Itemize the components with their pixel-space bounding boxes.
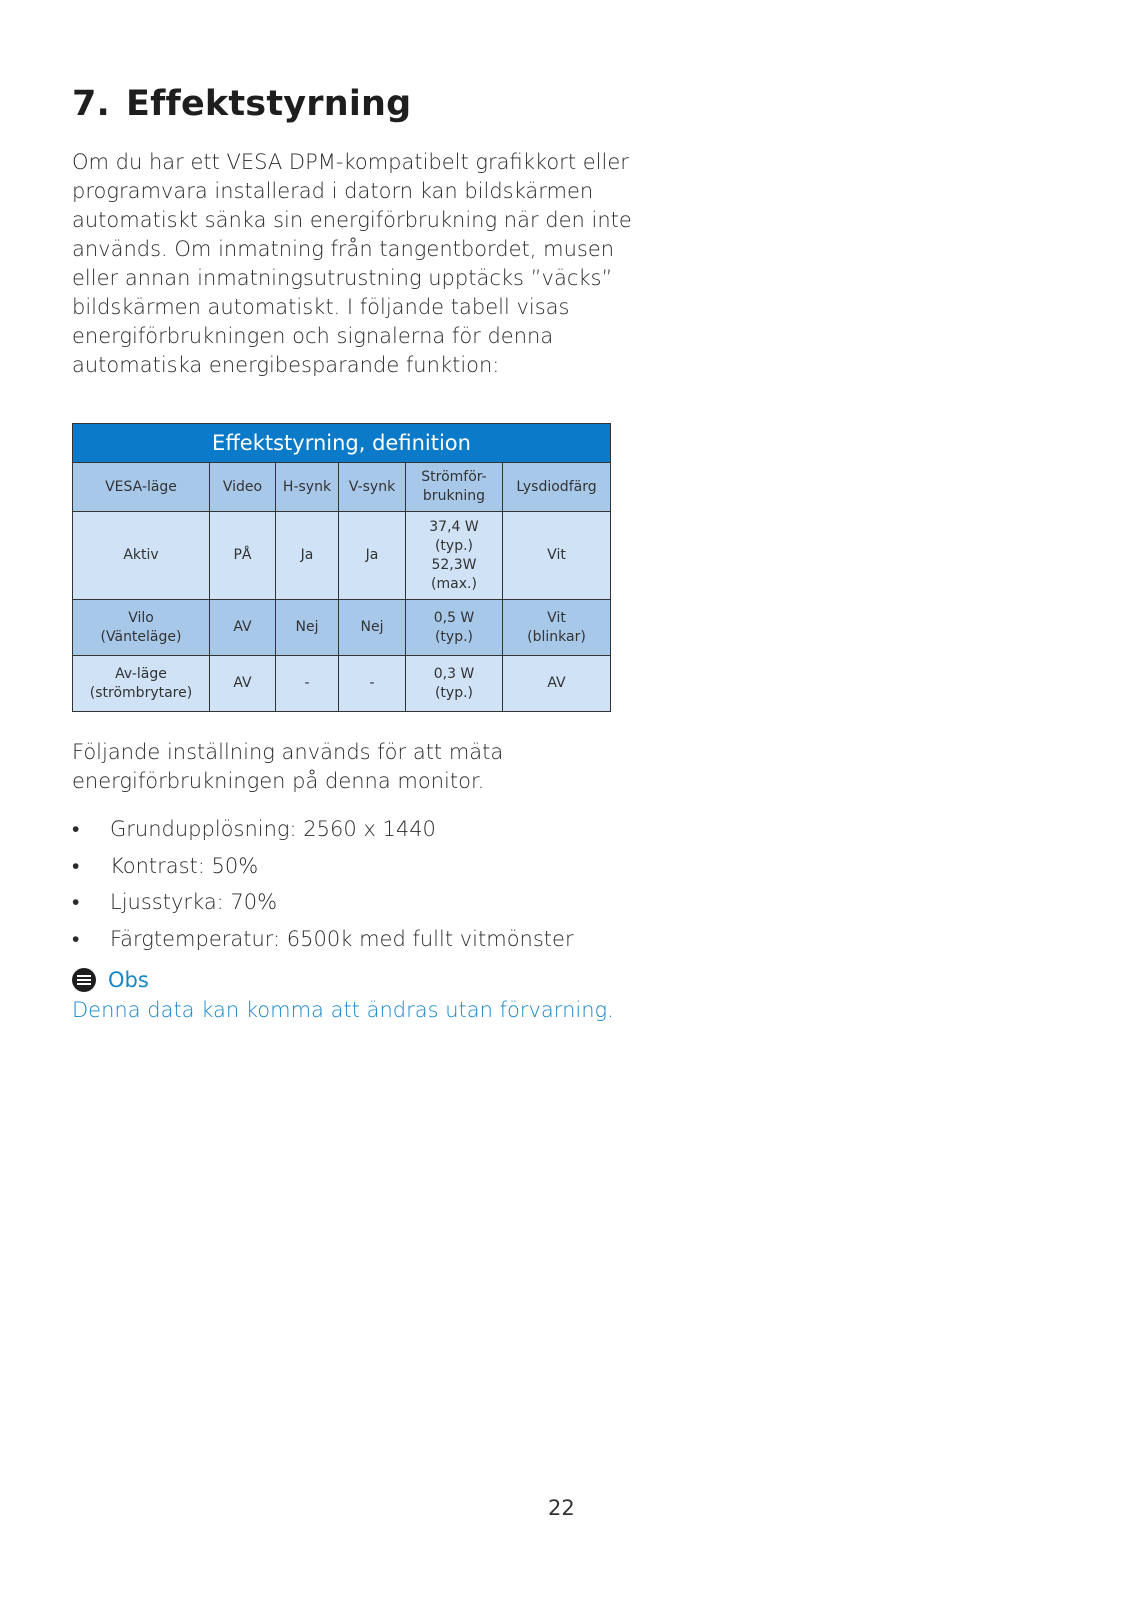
header-video: Video (210, 463, 276, 512)
note-box (72, 966, 632, 1025)
page-number: 22 (548, 1496, 575, 1520)
header-v-sync: V-synk (339, 463, 406, 512)
cell-video: AV (210, 600, 276, 656)
cell-video: AV (210, 656, 276, 712)
cell-power: 0,5 W (typ.) (406, 600, 503, 656)
table-header-row (73, 463, 611, 512)
header-power-consumption: Strömför- brukning (406, 463, 503, 512)
cell-v-sync: Nej (339, 600, 406, 656)
list-item (72, 884, 574, 921)
cell-v-sync: - (339, 656, 406, 712)
note-icon (72, 968, 96, 992)
cell-video: PÅ (210, 512, 276, 600)
cell-mode: Vilo (Vänteläge) (73, 600, 210, 656)
page-heading (72, 84, 411, 124)
list-item-text: Ljusstyrka: 70% (110, 890, 278, 915)
list-item (72, 811, 574, 848)
measurement-settings-list (72, 811, 574, 958)
cell-h-sync: Nej (276, 600, 339, 656)
bullet: • (72, 853, 80, 878)
cell-mode: Aktiv (73, 512, 210, 600)
measurement-paragraph: Följande inställning används för att mäta energiförbrukningen på denna monitor. (72, 740, 504, 793)
cell-h-sync: - (276, 656, 339, 712)
cell-power: 0,3 W (typ.) (406, 656, 503, 712)
intro-paragraph: Om du har ett VESA DPM-kompatibelt grafikkort eller programvara installerad i datorn kan bildskärmen automatiskt sänka sin energiförbrukning när den inte används. Om inmatning från tangentbordet, musen eller annan inmatningsutrustning upptäcks ”väcks” bildskärmen automatiskt. I följande tabell visas energiförbrukningen och signalerna för denna automatiska energibesparande funktion: (72, 150, 632, 377)
cell-led: Vit (503, 512, 611, 600)
cell-led: AV (503, 656, 611, 712)
cell-led: Vit (blinkar) (503, 600, 611, 656)
cell-v-sync: Ja (339, 512, 406, 600)
bullet: • (72, 817, 80, 841)
power-management-table (72, 423, 611, 712)
table-row (73, 600, 611, 656)
table-row (73, 656, 611, 712)
list-item-text: Grundupplösning: 2560 x 1440 (110, 817, 436, 841)
note-title: Obs (108, 968, 149, 992)
header-h-sync: H-synk (276, 463, 339, 512)
table-row (73, 512, 611, 600)
cell-h-sync: Ja (276, 512, 339, 600)
table-caption: Effektstyrning, definition (73, 424, 611, 463)
bullet: • (72, 890, 80, 915)
note-header (72, 966, 632, 994)
list-item-text: Kontrast: 50% (110, 853, 259, 878)
list-item-text: Färgtemperatur: 6500k med fullt vitmönster (110, 927, 574, 952)
header-led-color: Lysdiodfärg (503, 463, 611, 512)
cell-power: 37,4 W (typ.) 52,3W (max.) (406, 512, 503, 600)
cell-mode: Av-läge (strömbrytare) (73, 656, 210, 712)
list-item (72, 921, 574, 958)
header-vesa-mode: VESA-läge (73, 463, 210, 512)
list-item (72, 848, 574, 885)
note-text: Denna data kan komma att ändras utan förvarning. (72, 998, 614, 1022)
section-title: Effektstyrning (126, 84, 412, 124)
section-number: 7. (72, 84, 111, 124)
bullet: • (72, 927, 80, 952)
